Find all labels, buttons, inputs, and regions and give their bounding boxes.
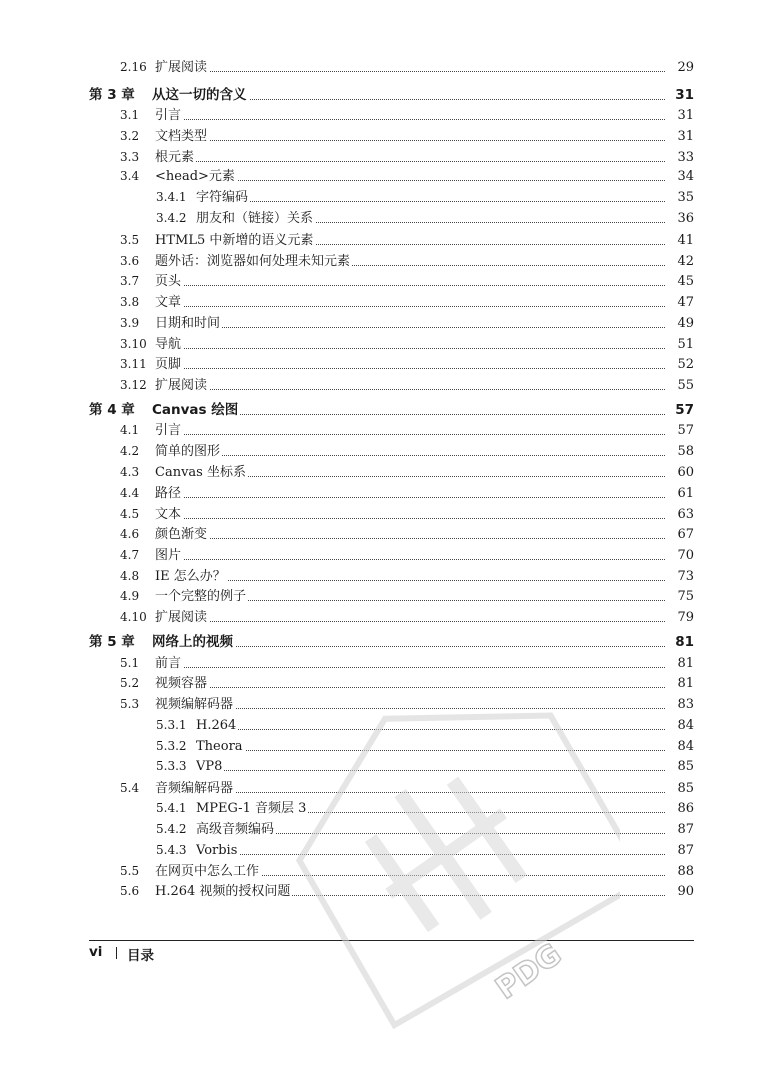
toc-leader-dots (196, 854, 673, 855)
toc-entry-title: VP8 (196, 756, 224, 777)
toc-page-number: 81 (665, 632, 694, 653)
toc-entry-number: 5.6 (120, 884, 140, 898)
running-footer-label: 目录 (127, 948, 154, 964)
toc-entry-number: 3.8 (120, 295, 140, 309)
toc-section-entry[interactable] (0, 694, 767, 715)
toc-entry-title: IE 怎么办？ (155, 566, 228, 587)
toc-entry-title: Canvas 绘图 (152, 400, 240, 421)
toc-entry-number: 5.4.2 (156, 822, 187, 836)
toc-entry-number: 3.2 (120, 129, 140, 143)
toc-entry-title: 引言 (155, 105, 183, 126)
toc-entry-title: 页脚 (155, 354, 183, 375)
toc-entry-title: 前言 (155, 653, 183, 674)
toc-section-entry[interactable] (0, 105, 767, 126)
toc-leader-dots (196, 750, 673, 751)
toc-page-number: 70 (665, 545, 694, 566)
toc-page-number: 83 (665, 694, 694, 715)
toc-page-number: 81 (665, 673, 694, 694)
toc-leader-dots (155, 538, 673, 539)
toc-section-entry[interactable] (0, 271, 767, 292)
toc-leader-dots (155, 327, 673, 328)
toc-section-entry[interactable] (0, 653, 767, 674)
toc-entry-number: 5.3.1 (156, 718, 187, 732)
toc-entry-title: Vorbis (196, 840, 239, 861)
toc-entry-title: 视频容器 (155, 673, 209, 694)
toc-entry-number: 4.4 (120, 486, 140, 500)
toc-page-number: 55 (665, 375, 694, 396)
toc-entry-title: 高级音频编码 (196, 819, 276, 840)
toc-subsection-entry[interactable] (0, 798, 767, 819)
toc-entry-title: H.264 视频的授权问题 (155, 881, 292, 902)
toc-chapter-entry[interactable] (0, 85, 767, 106)
toc-section-entry[interactable] (0, 166, 767, 187)
toc-entry-title: 扩展阅读 (155, 57, 209, 78)
toc-leader-dots (155, 389, 673, 390)
toc-section-entry[interactable] (0, 881, 767, 902)
toc-leader-dots (155, 455, 673, 456)
toc-entry-number: 5.1 (120, 656, 140, 670)
toc-subsection-entry[interactable] (0, 736, 767, 757)
toc-entry-number: 3.6 (120, 254, 140, 268)
toc-leader-dots (155, 667, 673, 668)
toc-section-entry[interactable] (0, 441, 767, 462)
toc-page-number: 47 (665, 292, 694, 313)
toc-entry-title: 音频编解码器 (155, 778, 235, 799)
toc-leader-dots (155, 434, 673, 435)
toc-section-entry[interactable] (0, 462, 767, 483)
toc-subsection-entry[interactable] (0, 187, 767, 208)
toc-entry-number: 4.2 (120, 444, 140, 458)
toc-page-number: 42 (665, 251, 694, 272)
toc-page-number: 81 (665, 653, 694, 674)
footer-rule (89, 940, 694, 941)
toc-subsection-entry[interactable] (0, 756, 767, 777)
toc-entry-title: 文本 (155, 504, 183, 525)
toc-entry-number: 4.5 (120, 507, 140, 521)
toc-page-number: 84 (665, 715, 694, 736)
toc-entry-title: 朋友和（链接）关系 (196, 208, 315, 229)
toc-entry-title: 导航 (155, 334, 183, 355)
toc-entry-title: H.264 (196, 715, 238, 736)
toc-entry-number: 4.6 (120, 527, 140, 541)
toc-leader-dots (155, 119, 673, 120)
toc-page-number: 87 (665, 819, 694, 840)
toc-entry-number: 4.3 (120, 465, 140, 479)
toc-entry-title: 从这一切的含义 (152, 85, 249, 106)
toc-entry-title: HTML5 中新增的语义元素 (155, 230, 315, 251)
watermark-text: PDG (489, 936, 569, 1007)
toc-page-number: 85 (665, 756, 694, 777)
toc-entry-number: 3.5 (120, 233, 140, 247)
toc-page-number: 45 (665, 271, 694, 292)
toc-entry-number: 5.3.2 (156, 739, 187, 753)
toc-entry-number: 3.12 (120, 378, 147, 392)
toc-page-number: 86 (665, 798, 694, 819)
toc-leader-dots (155, 306, 673, 307)
toc-entry-title: 根元素 (155, 147, 196, 168)
toc-section-entry[interactable] (0, 375, 767, 396)
toc-page-number: 57 (665, 420, 694, 441)
toc-subsection-entry[interactable] (0, 208, 767, 229)
toc-entry-number: 3.4.1 (156, 190, 187, 204)
toc-leader-dots (155, 285, 673, 286)
toc-entry-number: 5.4 (120, 781, 140, 795)
toc-entry-title: MPEG-1 音频层 3 (196, 798, 308, 819)
toc-entry-number: 3.4.2 (156, 211, 187, 225)
toc-entry-title: 一个完整的例子 (155, 586, 248, 607)
toc-entry-number: 4.1 (120, 423, 140, 437)
toc-entry-title: 题外话：浏览器如何处理未知元素 (155, 251, 352, 272)
toc-entry-title: <head>元素 (155, 166, 237, 187)
toc-section-entry[interactable] (0, 334, 767, 355)
toc-entry-title: 在网页中怎么工作 (155, 861, 261, 882)
toc-entry-number: 3.1 (120, 108, 140, 122)
toc-page-number: 84 (665, 736, 694, 757)
toc-section-entry[interactable] (0, 420, 767, 441)
toc-page-number: 33 (665, 147, 694, 168)
toc-entry-title: 文章 (155, 292, 183, 313)
toc-entry-title: 视频编解码器 (155, 694, 235, 715)
toc-section-entry[interactable] (0, 586, 767, 607)
toc-entry-title: 扩展阅读 (155, 607, 209, 628)
toc-page-number: 49 (665, 313, 694, 334)
toc-entry-title: 字符编码 (196, 187, 250, 208)
toc-entry-number: 3.11 (120, 357, 147, 371)
toc-entry-title: 文档类型 (155, 126, 209, 147)
toc-section-entry[interactable] (0, 354, 767, 375)
toc-page-number: 58 (665, 441, 694, 462)
toc-entry-number: 2.16 (120, 60, 147, 74)
toc-entry-number: 3.4 (120, 169, 140, 183)
toc-entry-number: 3.3 (120, 150, 140, 164)
toc-page-number: 29 (665, 57, 694, 78)
toc-leader-dots (155, 140, 673, 141)
toc-leader-dots (155, 161, 673, 162)
toc-leader-dots (155, 368, 673, 369)
toc-section-entry[interactable] (0, 483, 767, 504)
toc-entry-number: 3.9 (120, 316, 140, 330)
toc-leader-dots (155, 497, 673, 498)
toc-entry-number: 5.4.3 (156, 843, 187, 857)
footer-separator (116, 947, 117, 959)
toc-leader-dots (196, 770, 673, 771)
toc-subsection-entry[interactable] (0, 840, 767, 861)
toc-section-entry[interactable] (0, 230, 767, 251)
toc-page-number: 31 (665, 85, 694, 106)
toc-page-number: 51 (665, 334, 694, 355)
toc-section-entry[interactable] (0, 251, 767, 272)
toc-entry-title: 颜色渐变 (155, 524, 209, 545)
toc-section-entry[interactable] (0, 566, 767, 587)
toc-entry-number: 3.7 (120, 274, 140, 288)
toc-entry-title: Theora (196, 736, 245, 757)
toc-entry-number: 5.2 (120, 676, 140, 690)
toc-subsection-entry[interactable] (0, 819, 767, 840)
toc-page-number: 90 (665, 881, 694, 902)
toc-section-entry[interactable] (0, 673, 767, 694)
toc-page-number: 31 (665, 105, 694, 126)
toc-page-number: 35 (665, 187, 694, 208)
toc-entry-number: 4.10 (120, 610, 147, 624)
toc-section-entry[interactable] (0, 292, 767, 313)
toc-leader-dots (155, 621, 673, 622)
toc-entry-title: 引言 (155, 420, 183, 441)
toc-page-number: 34 (665, 166, 694, 187)
toc-leader-dots (196, 729, 673, 730)
toc-entry-number: 5.4.1 (156, 801, 187, 815)
toc-page-number: 85 (665, 778, 694, 799)
toc-chapter-entry[interactable] (0, 400, 767, 421)
toc-page-number: 52 (665, 354, 694, 375)
toc-entry-number: 5.3.3 (156, 759, 187, 773)
toc-leader-dots (155, 580, 673, 581)
toc-entry-number: 第 3 章 (89, 87, 135, 103)
toc-entry-title: 网络上的视频 (152, 632, 235, 653)
toc-page-number: 61 (665, 483, 694, 504)
toc-leader-dots (155, 348, 673, 349)
toc-page-number: 75 (665, 586, 694, 607)
toc-entry-title: 扩展阅读 (155, 375, 209, 396)
toc-section-entry[interactable] (0, 126, 767, 147)
toc-entry-number: 3.10 (120, 337, 147, 351)
toc-page-number: 60 (665, 462, 694, 483)
toc-entry-title: 简单的图形 (155, 441, 222, 462)
toc-leader-dots (155, 687, 673, 688)
toc-section-entry[interactable] (0, 778, 767, 799)
toc-page-number: 41 (665, 230, 694, 251)
toc-entry-number: 第 4 章 (89, 402, 135, 418)
toc-entry-number: 5.5 (120, 864, 140, 878)
toc-leader-dots (196, 201, 673, 202)
toc-section-entry[interactable] (0, 57, 767, 78)
toc-leader-dots (155, 518, 673, 519)
toc-page-number: 31 (665, 126, 694, 147)
toc-page-number: 63 (665, 504, 694, 525)
toc-entry-number: 5.3 (120, 697, 140, 711)
toc-page-number: 57 (665, 400, 694, 421)
toc-entry-title: Canvas 坐标系 (155, 462, 248, 483)
toc-section-entry[interactable] (0, 147, 767, 168)
toc-entry-title: 图片 (155, 545, 183, 566)
toc-subsection-entry[interactable] (0, 715, 767, 736)
toc-page-number: 87 (665, 840, 694, 861)
toc-entry-title: 页头 (155, 271, 183, 292)
toc-section-entry[interactable] (0, 504, 767, 525)
toc-section-entry[interactable] (0, 607, 767, 628)
toc-entry-number: 4.7 (120, 548, 140, 562)
toc-page-number: 88 (665, 861, 694, 882)
toc-leader-dots (155, 559, 673, 560)
toc-section-entry[interactable] (0, 524, 767, 545)
toc-chapter-entry[interactable] (0, 632, 767, 653)
toc-section-entry[interactable] (0, 861, 767, 882)
page-folio: vi (89, 944, 103, 960)
toc-page-number: 73 (665, 566, 694, 587)
toc-entry-title: 日期和时间 (155, 313, 222, 334)
toc-entry-number: 第 5 章 (89, 634, 135, 650)
toc-section-entry[interactable] (0, 313, 767, 334)
toc-leader-dots (155, 71, 673, 72)
toc-section-entry[interactable] (0, 545, 767, 566)
toc-entry-number: 4.8 (120, 569, 140, 583)
toc-page-number: 79 (665, 607, 694, 628)
toc-entry-number: 4.9 (120, 589, 140, 603)
toc-page-number: 67 (665, 524, 694, 545)
toc-page-number: 36 (665, 208, 694, 229)
toc-entry-title: 路径 (155, 483, 183, 504)
